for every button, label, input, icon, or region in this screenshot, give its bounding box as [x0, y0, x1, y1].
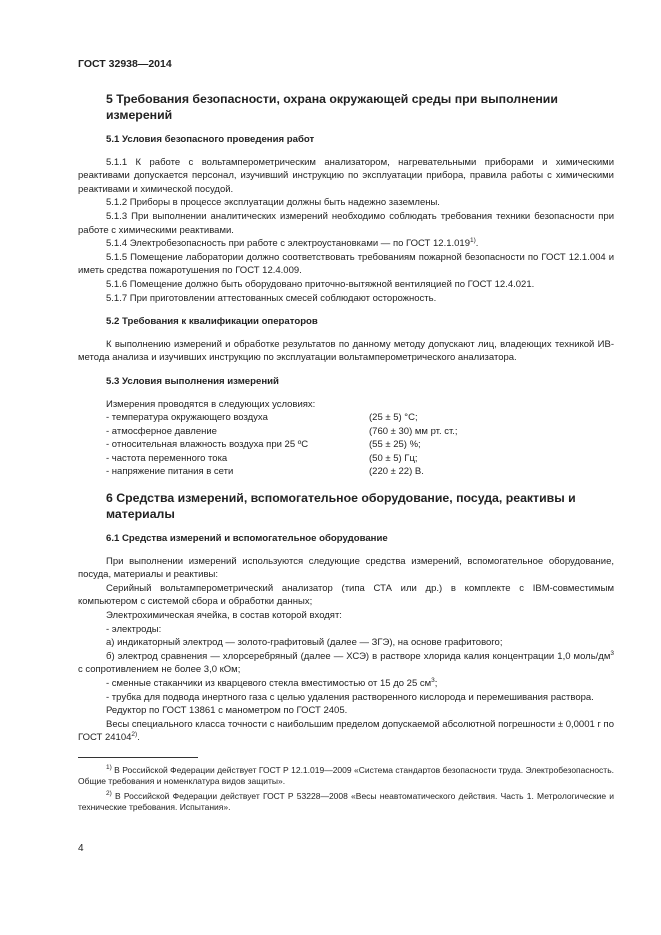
scales-text-end: . — [137, 732, 140, 744]
conditions-row — [106, 465, 458, 479]
paragraph-5-3-intro: Измерения проводятся в следующих условиях: — [106, 398, 316, 410]
condition-value: (25 ± 5) °С; — [369, 412, 418, 424]
condition-name: - температура окружающего воздуха — [106, 412, 268, 424]
conditions-row — [106, 452, 458, 466]
paragraph-6-1-gas-tube: - трубка для подвода инертного газа с целью удаления растворенного кислорода и перемешивания раствора. — [106, 691, 594, 703]
paragraph-5-1-3: 5.1.3 При выполнении аналитических измерений необходимо соблюдать требования техники безопасности при работе с химическими реактивами. — [78, 210, 614, 236]
condition-name: - напряжение питания в сети — [106, 466, 234, 478]
condition-name: - относительная влажность воздуха при 25 ºС — [106, 439, 309, 451]
footnote-mark: 2) — [106, 789, 112, 797]
paragraph-6-1-intro: При выполнении измерений используются следующие средства измерений, вспомогательное оборудование, посуда, материалы и реактивы: — [78, 555, 614, 581]
paragraph-6-1-cell: Электрохимическая ячейка, в состав которой входят: — [106, 610, 342, 622]
paragraph-5-1-4-text: 5.1.4 Электробезопасность при работе с электроустановками — по ГОСТ 12.1.019 — [106, 238, 470, 250]
paragraph-5-1-7: 5.1.7 При приготовлении аттестованных смесей соблюдают осторожность. — [106, 292, 437, 304]
document-header: ГОСТ 32938—2014 — [78, 58, 172, 70]
condition-value: (220 ± 22) В. — [369, 466, 424, 478]
section-5-title: 5 Требования безопасности, охрана окружающей среды при выполнении измерений — [106, 92, 558, 122]
footnote-1 — [78, 765, 614, 788]
conditions-row — [106, 411, 458, 425]
condition-value: (50 ± 5) Гц; — [369, 452, 418, 464]
paragraph-6-1-reference-electrode — [78, 650, 614, 677]
paragraph-5-1-1: 5.1.1 К работе с вольтамперометрическим анализатором, нагревательными приборами и химическими реактивами допускается персонал, изучивший инструкцию по эксплуатации прибора, правила работы с химическими реактивами и химической посудой. — [78, 156, 614, 195]
cups-text-end: ; — [434, 678, 438, 689]
footnote-mark: 1) — [106, 764, 112, 771]
page-number: 4 — [78, 843, 84, 854]
section-6-title: 6 Средства измерений, вспомогательное оборудование, посуда, реактивы и материалы — [106, 491, 576, 521]
scales-text: Весы специального класса точности с наибольшим пределом допускаемой абсолютной погрешности ± 0,0001 г по ГОСТ 24104 — [78, 718, 614, 744]
footnote-2 — [78, 791, 614, 814]
superscript: 3 — [610, 649, 614, 657]
paragraph-5-1-4 — [78, 237, 614, 251]
footnote-text: В Российской Федерации действует ГОСТ Р 53228—2008 «Весы неавтоматического действия. Часть 1. Метрологические и технические требования. Испытания». — [78, 790, 614, 813]
section-5-3-title: 5.3 Условия выполнения измерений — [106, 375, 279, 387]
conditions-row — [106, 438, 458, 452]
conditions-table — [106, 411, 458, 479]
footnote-divider — [78, 757, 198, 758]
paragraph-6-1-reducer: Редуктор по ГОСТ 13861 с манометром по ГОСТ 2405. — [106, 705, 348, 717]
footnote-text: В Российской Федерации действует ГОСТ Р 12.1.019—2009 «Система стандартов безопасности труда. Электробезопасность. Общие требования и номенклатура видов защиты». — [78, 765, 614, 787]
reference-electrode-text-end: с сопротивлением не более 3,0 кОм; — [78, 664, 241, 676]
main-content — [78, 92, 614, 745]
paragraph-6-1-electrodes: - электроды: — [106, 623, 162, 635]
paragraph-5-1-6: 5.1.6 Помещение должно быть оборудовано приточно-вытяжной вентиляцией по ГОСТ 12.4.021. — [106, 278, 535, 290]
condition-name: - частота переменного тока — [106, 452, 228, 464]
cups-text: - сменные стаканчики из кварцевого стекла вместимостью от 15 до 25 см — [106, 678, 432, 689]
paragraph-6-1-scales — [78, 718, 614, 745]
condition-value: (760 ± 30) мм рт. ст.; — [369, 425, 458, 437]
reference-electrode-text: б) электрод сравнения — хлорсеребряный (далее — ХСЭ) в растворе хлорида калия концентрации 1,0 моль/дм — [106, 650, 611, 662]
paragraph-6-1-analyzer: Серийный вольтамперометрический анализатор (типа СТА или др.) в комплекте с IBM-совместимым компьютером с системой сбора и обработки данных; — [78, 582, 614, 608]
section-5-2-title: 5.2 Требования к квалификации операторов — [106, 316, 318, 328]
section-6-1-title: 6.1 Средства измерений и вспомогательное оборудование — [106, 533, 388, 545]
paragraph-6-1-cups — [78, 677, 614, 691]
condition-value: (55 ± 25) %; — [369, 439, 421, 451]
paragraph-5-1-5: 5.1.5 Помещение лаборатории должно соответствовать требованиям пожарной безопасности по ГОСТ 12.1.004 и иметь средства пожаротушения по ГОСТ 12.4.009. — [78, 251, 614, 277]
paragraph-6-1-indicator-electrode: а) индикаторный электрод — золото-графитовый (далее — ЗГЭ), на основе графитового; — [106, 637, 503, 649]
paragraph-5-1-2: 5.1.2 Приборы в процессе эксплуатации должны быть надежно заземлены. — [106, 197, 440, 209]
section-5-1-title: 5.1 Условия безопасного проведения работ — [106, 134, 315, 145]
footnotes — [78, 765, 614, 817]
footnote-ref-2: 2) — [131, 731, 138, 739]
paragraph-5-1-4-end: . — [475, 238, 479, 250]
condition-name: - атмосферное давление — [106, 425, 217, 437]
superscript: 3 — [431, 677, 435, 684]
footnote-ref-1: 1) — [469, 237, 476, 245]
conditions-row — [106, 425, 458, 439]
paragraph-5-2: К выполнению измерений и обработке результатов по данному методу допускают лиц, владеющих техникой ИВ-метода анализа и изучивших инструкцию по эксплуатации вольтамперометрического анализатора. — [78, 338, 614, 364]
